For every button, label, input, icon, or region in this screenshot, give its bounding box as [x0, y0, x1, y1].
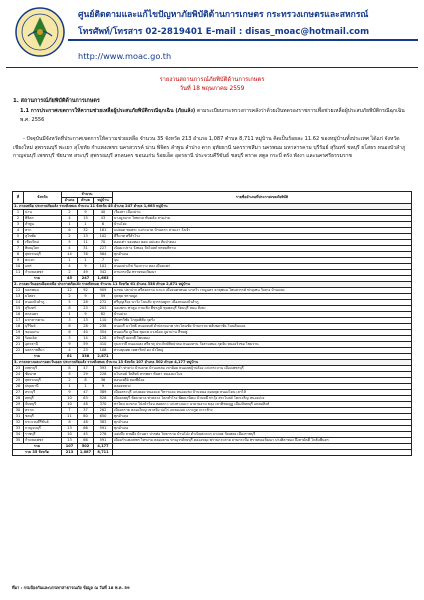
subdistrict-count: 9: [78, 210, 94, 216]
row-number: 24: [13, 372, 24, 378]
province-name: สุรินทร์: [24, 306, 62, 312]
header-rule: [6, 67, 418, 68]
village-count: 342: [94, 270, 113, 276]
province-name: ขอนแก่น: [24, 330, 62, 336]
district-count: 13: [62, 426, 78, 432]
total-district: 61: [62, 354, 78, 360]
organization-name: ศูนย์ติดตามและแก้ไขปัญหาภัยพิบัติด้านการเกษตร กระทรวงเกษตรและสหกรณ์: [78, 10, 369, 20]
subdistrict-count: 9: [78, 264, 94, 270]
row-number: 17: [13, 318, 24, 324]
province-name: สุพรรณบุรี: [24, 252, 62, 258]
subdistrict-count: 59: [78, 342, 94, 348]
subdistrict-count: 66: [78, 426, 94, 432]
province-name: ยโสธร: [24, 294, 62, 300]
row-number: 18: [13, 324, 24, 330]
province-name: ร้อยเอ็ด: [24, 336, 62, 342]
header-detail: รายชื่ออำเภอที่ประกาศเขตภัยพิบัติ: [113, 192, 412, 204]
village-count: 564: [94, 252, 113, 258]
district-count: 10: [62, 432, 78, 438]
subdistrict-count: 1: [78, 222, 94, 228]
row-number: 32: [13, 420, 24, 426]
province-name: น่าน: [24, 210, 62, 216]
region-title: 2. ภาคตะวันออกเฉียงเหนือ ประกาศภัยแล้ง รวมทั้งหมด จำนวน 11 จังหวัด 61 อำเภอ 338 ตำบล 2,871 หมู่บ้าน: [13, 282, 412, 288]
header-district: อำเภอ: [62, 198, 78, 204]
district-list: ทุกอำเภอ: [113, 252, 412, 258]
grand-total-row: [13, 449, 412, 455]
district-count: 9: [62, 342, 78, 348]
district-list: ดอนเจดีย์ สองพี่น้อง: [113, 378, 412, 384]
district-list: แม่สอด พบพระ แม่ระมาด บ้านตาก สามเงา วังเจ้า: [113, 228, 412, 234]
row-number: 9: [13, 258, 24, 264]
source-note: ที่มา : กรมป้องกันและบรรเทาสาธารณภัย ข้อมูล ณ วันที่ 18 พ.ค. 59: [12, 585, 130, 590]
district-count: 8: [62, 420, 78, 426]
subdistrict-count: 28: [78, 300, 94, 306]
province-name: กำแพงเพชร: [24, 270, 62, 276]
row-number: 23: [13, 366, 24, 372]
row-number: 13: [13, 294, 24, 300]
subdistrict-count: 37: [78, 408, 94, 414]
district-count: 1: [62, 258, 78, 264]
subdistrict-count: 1: [78, 258, 94, 264]
section-heading: 1. สถานการณ์ภัยพิบัติด้านการเกษตร: [13, 98, 100, 104]
district-list: ธวัชบุรี เมยวดี โพนทอง: [113, 336, 412, 342]
province-name: สระบุรี: [24, 390, 62, 396]
subdistrict-count: 8: [78, 378, 94, 384]
district-list: เมืองตราด คลองใหญ่ เขาสมิง บ่อไร่ แหลมงอบ เกาะกูด เกาะช้าง: [113, 408, 412, 414]
district-list: บ้านโฮ่ง: [113, 222, 412, 228]
district-count: 5: [62, 300, 78, 306]
total-village: 1,663: [94, 276, 113, 282]
website-link[interactable]: http://www.moac.go.th: [78, 51, 172, 61]
village-count: 82: [94, 312, 113, 318]
contact-info: โทรศัพท์/โทรสาร 02-2819401 E-mail : disas_moac@hotmail.com: [78, 27, 370, 37]
row-number: 5: [13, 234, 24, 240]
village-count: 909: [94, 288, 113, 294]
subdistrict-count: 9: [78, 294, 94, 300]
subdistrict-count: 13: [78, 318, 94, 324]
district-count: 4: [62, 246, 78, 252]
row-number: 15: [13, 306, 24, 312]
district-count: 4: [62, 264, 78, 270]
district-list: จอมพระ ท่าตูม กาบเชิง ศีขรภูมิ ชุมพลบุรี รัตนบุรี สนม สังขะ: [113, 306, 412, 312]
subdistrict-count: 31: [78, 246, 94, 252]
village-count: 226: [94, 372, 113, 378]
village-count: 393: [94, 366, 113, 372]
subdistrict-count: 76: [78, 252, 94, 258]
district-list: นาทม ปลาปาก ศรีสงคราม นาแก เมืองนครพนม นาหว้า เรณูนคร ธาตุพนม โพนสวรรค์ ท่าอุเทน วังยาง บ้านแพง: [113, 288, 412, 294]
village-count: 40: [94, 210, 113, 216]
village-count: 7: [94, 258, 113, 264]
row-number: 35: [13, 438, 24, 444]
village-count: 70: [94, 240, 113, 246]
village-count: 59: [94, 294, 113, 300]
district-list: คลองหลวง: [113, 384, 412, 390]
province-name: สกลนคร: [24, 312, 62, 318]
row-number: 12: [13, 288, 24, 294]
total-label: รวม: [13, 443, 62, 449]
district-count: 11: [62, 414, 78, 420]
district-count: 2: [62, 234, 78, 240]
subdistrict-count: 49: [78, 270, 94, 276]
total-label: รวม: [13, 354, 62, 360]
district-list: เนินมะปราง วังทอง วัดโบสถ์ พรหมพิราม: [113, 246, 412, 252]
district-count: 10: [62, 402, 78, 408]
district-list: ลานกระบือ ทรายทองวัฒนา: [113, 270, 412, 276]
district-count: 9: [62, 390, 78, 396]
district-count: 3: [62, 318, 78, 324]
province-name: สุพรรณบุรี: [24, 378, 62, 384]
district-count: 4: [62, 216, 78, 222]
village-count: 383: [94, 420, 113, 426]
sub-section-text: ตามระเบียบกระทรวงการคลังว่าด้วยเงินทดรองราชการเพื่อช่วยเหลือผู้ประสบภัยพิบัติกรณีฉุกเฉิน พ.ศ. 2556: [20, 108, 405, 123]
subdistrict-count: 23: [78, 306, 94, 312]
header-no: ที่: [13, 192, 24, 204]
subdistrict-count: 63: [78, 396, 94, 402]
total-district: 45: [62, 276, 78, 282]
district-list: มโนรมย์ วัดสิงห์ สรรพยา หันคา หนองมะโมง: [113, 372, 412, 378]
row-number: 30: [13, 408, 24, 414]
village-count: 6: [94, 222, 113, 228]
district-count: 2: [62, 270, 78, 276]
subdistrict-count: 92: [78, 288, 94, 294]
row-number: 27: [13, 390, 24, 396]
total-subdistrict: 502: [78, 443, 94, 449]
subdistrict-count: 40: [78, 330, 94, 336]
province-name: บุรีรัมย์: [24, 324, 62, 330]
village-count: 410: [94, 342, 113, 348]
village-count: 238: [94, 324, 113, 330]
row-number: 7: [13, 246, 24, 252]
district-count: 1: [62, 384, 78, 390]
report-title: รายงานสถานการณ์ภัยพิบัติด้านการเกษตร: [159, 77, 265, 83]
district-count: 2: [62, 378, 78, 384]
disaster-area-table: [12, 191, 412, 456]
district-count: 13: [62, 438, 78, 444]
district-count: 2: [62, 294, 78, 300]
province-name: อุดรธานี: [24, 342, 62, 348]
district-count: 4: [62, 348, 78, 354]
grand-total-spacer: [113, 449, 412, 455]
province-name: จันทบุรี: [24, 402, 62, 408]
village-count: 36: [94, 378, 113, 384]
subdistrict-count: 13: [78, 234, 94, 240]
village-count: 227: [94, 246, 113, 252]
district-count: 8: [62, 306, 78, 312]
header-divider: [68, 39, 418, 41]
district-list: กุมภวาปี หนองแสง ศรีธาตุ ประจักษ์ศิลปาคม หนองหาน วังสามหมอ กุดจับ หนองวัวซอ ไชยวาน: [113, 342, 412, 348]
province-name: ชลบุรี: [24, 414, 62, 420]
district-count: 6: [62, 330, 78, 336]
district-count: 5: [62, 240, 78, 246]
district-count: 1: [62, 312, 78, 318]
village-count: 106: [94, 348, 113, 354]
total-village: 4,177: [94, 443, 113, 449]
district-count: 8: [62, 324, 78, 330]
village-count: 276: [94, 432, 113, 438]
province-name: ประจวบคีรีขันธ์: [24, 420, 62, 426]
letterhead: [0, 0, 424, 70]
table-body: [13, 204, 412, 456]
subdistrict-count: 80: [78, 414, 94, 420]
row-number: 1: [13, 210, 24, 216]
district-list: ชะอำ ท่ายาง บ้านลาด บ้านแหลม เขาย้อย หนองหญ้าปล้อง แก่งกระจาน เมืองเพชรบุรี: [113, 366, 412, 372]
summary-paragraph: - ปัจจุบันมีจังหวัดที่ประกาศเขตการให้ความช่วยเหลือ จำนวน 35 จังหวัด 213 อำเภอ 1,087 ตำบล 8,711 หมู่บ้าน คิดเป็นร้อยละ 11.62 ของหมู่บ้านทั้งประเทศ ได้แก่ จังหวัดเชียงใหม่ สุพรรณบุรี พะเยา สุโขทัย กำแพงเพชร นครสวรรค์ น่าน พิจิตร ลำพูน ลำปาง ตาก อุทัยธานี นครราชสีมา นครพนม มหาสารคาม บุรีรัมย์ สุรินทร์ ชลบุรี ยโสธร หนองบัวลำภู กาญจนบุรี เพชรบุรี ชัยนาท สระบุรี สุพรรณบุรี สกลนคร ขอนแก่น ร้อยเอ็ด อุดรธานี ประจวบคีรีขันธ์ ชลบุรี ตราด สตูล กระบี่ ตรัง พังงา และนครศรีธรรมราช: [13, 136, 406, 160]
district-list: กันทรวิชัย โกสุมพิสัย กุดรัง: [113, 318, 412, 324]
village-count: 9: [94, 384, 113, 390]
district-count: 7: [62, 408, 78, 414]
province-name: ราชบุรี: [24, 432, 62, 438]
district-list: เมืองสระบุรี แก่งคอย หนองแค วิหารแดง หนองแซง บ้านหมอ ดอนพุด หนองโดน เสาไห้: [113, 390, 412, 396]
row-number: 19: [13, 330, 24, 336]
subdistrict-count: 47: [78, 366, 94, 372]
row-number: 25: [13, 378, 24, 384]
province-name: เพชรบุรี: [24, 366, 62, 372]
header-subdistrict: ตำบล: [78, 198, 94, 204]
subdistrict-count: 66: [78, 438, 94, 444]
district-count: 1: [62, 222, 78, 228]
district-count: 14: [62, 252, 78, 258]
province-name: นครราชสีมา: [24, 348, 62, 354]
district-list: ดอยเต่า จอมทอง ฮอด แม่แตง สันป่าตอง: [113, 240, 412, 246]
district-list: จอมบึง สวนผึ้ง บ้านคา ปากท่อ โพธาราม บ้านโป่ง ดำเนินสะดวก บางแพ วัดเพลง เมืองราชบุรี: [113, 432, 412, 438]
subdistrict-count: 28: [78, 324, 94, 330]
province-name: พิษณุโลก: [24, 246, 62, 252]
district-list: ด่านขุนทด เทพารักษ์ คง บัวใหญ่: [113, 348, 412, 354]
village-count: 128: [94, 336, 113, 342]
total-subdistrict: 338: [78, 354, 94, 360]
district-list: คีรีมาศ ศรีสำโรง: [113, 234, 412, 240]
row-number: 2: [13, 216, 24, 222]
province-name: สุโขทัย: [24, 234, 62, 240]
row-number: 34: [13, 432, 24, 438]
row-number: 21: [13, 342, 24, 348]
grand-total-district: 213: [62, 449, 78, 455]
village-count: 650: [94, 414, 113, 420]
subdistrict-count: 48: [78, 402, 94, 408]
province-name: ลพบุรี: [24, 396, 62, 402]
district-count: 8: [62, 366, 78, 372]
village-count: 110: [94, 318, 113, 324]
district-list: หนองม่วงไข่ ร้องกวาง สอง เมืองแพร่: [113, 264, 412, 270]
province-name: กาญจนบุรี: [24, 426, 62, 432]
province-name: แพร่: [24, 264, 62, 270]
row-number: 26: [13, 384, 24, 390]
row-number: 22: [13, 348, 24, 354]
province-name: กำแพงเพชร: [24, 438, 62, 444]
ministry-logo-icon: [14, 6, 66, 58]
district-list: ทุกอำเภอ: [113, 426, 412, 432]
village-count: 203: [94, 306, 113, 312]
row-number: 28: [13, 396, 24, 402]
district-list: ศรีบุญเรือง นาวัง โนนสัง สุวรรณคูหา เมืองหนองบัวลำภู: [113, 300, 412, 306]
subdistrict-count: 11: [78, 240, 94, 246]
province-name: เชียงใหม่: [24, 240, 62, 246]
district-list: บางมูลนาก โพทะเล ทับคล้อ สามง่าม: [113, 216, 412, 222]
header-province: จังหวัด: [24, 192, 62, 204]
village-count: 262: [94, 408, 113, 414]
village-count: 101: [94, 264, 113, 270]
province-name: ปทุมธานี: [24, 384, 62, 390]
district-list: หนองกี่ นาโพธิ์ หนองหงส์ ลำปลายมาศ ประโคนชัย บ้านกรวด พลับพลาชัย โนนดินแดง: [113, 324, 412, 330]
total-label: รวม: [13, 276, 62, 282]
village-count: 354: [94, 330, 113, 336]
row-number: 29: [13, 402, 24, 408]
sub-section: [20, 107, 416, 124]
village-count: 591: [94, 426, 113, 432]
district-count: 5: [62, 372, 78, 378]
row-number: 14: [13, 300, 24, 306]
grand-total-label: รวม 35 จังหวัด: [13, 449, 62, 455]
subdistrict-count: 23: [78, 348, 94, 354]
total-village: 2,871: [94, 354, 113, 360]
region-title: 3. ภาคกลางและภาคตะวันออก ประกาศภัยแล้ง รวมทั้งหมด จำนวน 13 จังหวัด 107 อำเภอ 502 ตำบล 4,177 หมู่บ้าน: [13, 360, 412, 366]
district-list: เมืองกำแพงเพชร ไทรงาม คลองลาน ขาณุวรลักษบุรี คลองขลุง พรานกระต่าย ลานกระบือ ทรายทองวัฒนา ปางศิลาทอง บึงสามัคคี โกสัมพีนคร: [113, 438, 412, 444]
district-count: 3: [62, 336, 78, 342]
row-number: 31: [13, 414, 24, 420]
district-count: 12: [62, 288, 78, 294]
province-name: นครพนม: [24, 288, 62, 294]
village-count: 389: [94, 390, 113, 396]
header-amount: จำนวน: [62, 192, 113, 198]
district-count: 2: [62, 210, 78, 216]
village-count: 591: [94, 438, 113, 444]
subdistrict-count: 9: [78, 312, 94, 318]
village-count: 161: [94, 228, 113, 234]
village-count: 272: [94, 300, 113, 306]
row-number: 6: [13, 240, 24, 246]
province-name: ตาก: [24, 228, 62, 234]
district-list: เมืองลพบุรี ชัยบาดาล ท่าหลวง โคกสำโรง พัฒนานิคม บ้านหมี่ ท่าวุ้ง สระโบสถ์ โคกเจริญ หนองม่วง: [113, 396, 412, 402]
province-name: มหาสารคาม: [24, 318, 62, 324]
district-list: จุน: [113, 258, 412, 264]
district-list: บ้านม่วง: [113, 312, 412, 318]
district-list: ท่าใหม่ มะขาม โป่งน้ำร้อน สอยดาว แก่งหางแมว นายายอาม ขลุง เขาคิชฌกูฏ เมืองจันทบุรี แหลมสิงห์: [113, 402, 412, 408]
sub-section-heading: 1.1 การประกาศเขตการให้ความช่วยเหลือผู้ประสบภัยพิบัติกรณีฉุกเฉิน (ภัยแล้ง): [20, 108, 196, 114]
subdistrict-count: 32: [78, 228, 94, 234]
village-count: 43: [94, 216, 113, 222]
village-count: 370: [94, 402, 113, 408]
report-date: วันที่ 18 พฤษภาคม 2559: [179, 86, 245, 92]
subdistrict-count: 14: [78, 336, 94, 342]
subdistrict-count: 47: [78, 390, 94, 396]
province-name: พิจิตร: [24, 216, 62, 222]
province-name: ลำพูน: [24, 222, 62, 228]
district-count: 6: [62, 228, 78, 234]
row-number: 10: [13, 264, 24, 270]
subdistrict-count: 1: [78, 384, 94, 390]
district-list: ทุกอำเภอ: [113, 420, 412, 426]
province-name: หนองบัวลำภู: [24, 300, 62, 306]
subdistrict-count: 15: [78, 216, 94, 222]
district-list: เวียงสา เมืองน่าน: [113, 210, 412, 216]
district-count: 10: [62, 396, 78, 402]
village-count: 102: [94, 234, 113, 240]
row-number: 3: [13, 222, 24, 228]
province-name: ชัยนาท: [24, 372, 62, 378]
district-list: ทุกอำเภอ: [113, 414, 412, 420]
total-district: 107: [62, 443, 78, 449]
grand-total-subdistrict: 1,087: [78, 449, 94, 455]
region-title: 1. ภาคเหนือ ประกาศภัยแล้ง รวมทั้งหมด จำนวน 11 จังหวัด 45 อำเภอ 247 ตำบล 1,663 หมู่บ้าน: [13, 204, 412, 210]
row-number: 4: [13, 228, 24, 234]
district-list: หนองเรือ ภูเวียง ชุมแพ แวงน้อย ภูผาม่าน สีชมพู: [113, 330, 412, 336]
province-name: พะเยา: [24, 258, 62, 264]
district-list: กุดชุม ทรายมูล: [113, 294, 412, 300]
subdistrict-count: 29: [78, 372, 94, 378]
row-number: 20: [13, 336, 24, 342]
row-number: 33: [13, 426, 24, 432]
village-count: 526: [94, 396, 113, 402]
row-number: 11: [13, 270, 24, 276]
row-number: 8: [13, 252, 24, 258]
subdistrict-count: 45: [78, 432, 94, 438]
row-number: 16: [13, 312, 24, 318]
grand-total-village: 8,711: [94, 449, 113, 455]
subdistrict-count: 48: [78, 420, 94, 426]
total-subdistrict: 247: [78, 276, 94, 282]
province-name: ตราด: [24, 408, 62, 414]
header-village: หมู่บ้าน: [94, 198, 113, 204]
